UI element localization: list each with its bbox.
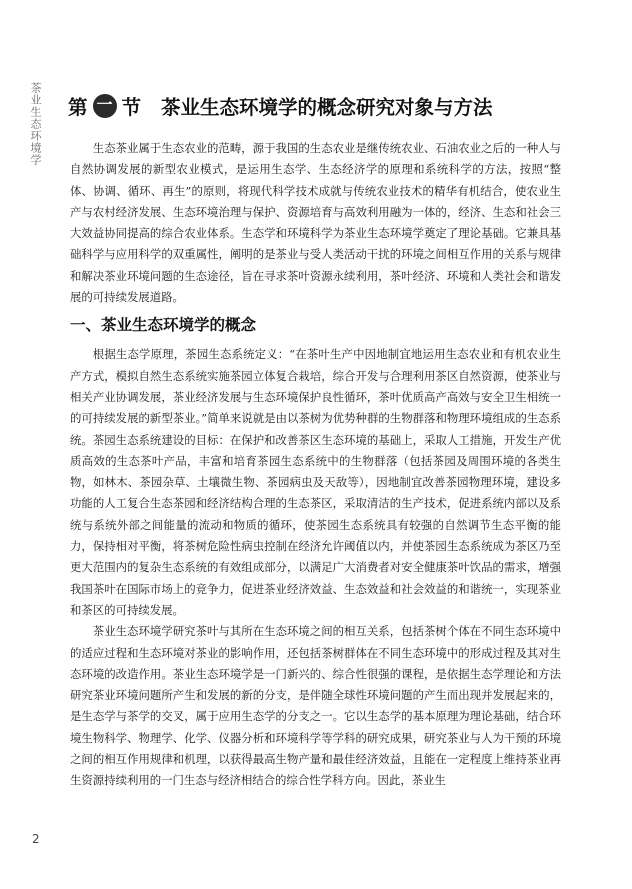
section-suffix: 节 xyxy=(121,96,142,119)
body-paragraph: 根据生态学原理，茶园生态系统定义：“在茶叶生产中因地制宜地运用生态农业和有机农业生产方式，模拟自然生态系统实施茶园立体复合栽培，综合开发与合理利用茶区自然资源，使茶业与相关产业协调发展，茶业经济发展与生态环境保护良性循环，茶叶优质高产高效与安全卫生相统一的可持续发展的新型茶业。”简单来说就是由以茶树为优势种群的生物群落和物理环境组成的生态系统。茶园生态系统建设的目标：在保护和改善茶区生态环境的基础上，采取人工措施，开发生产优质高效的生态茶叶产品，丰富和培育茶园生态系统中的生物群落（包括茶园及周围环境的各类生物，如林木、茶园杂草、土壤微生物、茶园病虫及天敌等），因地制宜改善茶园物理环境，建设多功能的人工复合生态茶园和经济结构合理的生态茶区，采取清洁的生产技术，促进系统内部以及系统与系统外部之间能量的流动和物质的循环，使茶园生态系统具有较强的自然调节生态平衡的能力，保持相对平衡，将茶树危险性病虫控制在经济允许阈值以内，并使茶园生态系统成为茶区乃至更大范围内的复杂生态系统的有效组成部分，以满足广大消费者对安全健康茶叶饮品的需求，增强我国茶叶在国际市场上的竞争力，促进茶业经济效益、生态效益和社会效益的和谐统一，实现茶业和茶区的可持续发展。 xyxy=(70,347,561,617)
subsection-heading: 一、茶业生态环境学的概念 xyxy=(70,316,257,335)
body-paragraph: 茶业生态环境学研究茶叶与其所在生态环境之间的相互关系，包括茶树个体在不同生态环境中的适应过程和生态环境对茶业的影响作用，还包括茶树群体在不同生态环境中的形成过程及其对生态环境的改造作用。茶业生态环境学是一门新兴的、综合性很强的课程，是依据生态学理论和方法研究茶业环境问题所产生和发展的新的分支，是伴随全球性环境问题的产生而出现并发展起来的，是生态学与茶学的交叉，属于应用生态学的分支之一。它以生态学的基本原理为理论基础，结合环境生物科学、物理学、化学、仪器分析和环境科学等学科的研究成果，研究茶业与人为干预的环境之间的相互作用规律和机理，以获得最高生物产量和最佳经济效益，且能在一定程度上维持茶业再生资源持续利用的一门生态与经济相结合的综合性学科方向。因此，茶业生 xyxy=(70,624,561,788)
section-label xyxy=(68,92,141,120)
page-number: 2 xyxy=(32,832,40,846)
section-title xyxy=(68,92,588,120)
section-number-badge: 一 xyxy=(93,94,117,118)
body-text xyxy=(70,138,561,792)
running-header: 茶业生态环境学 xyxy=(29,82,42,166)
intro-paragraph: 生态茶业属于生态农业的范畴，源于我国的生态农业是继传统农业、石油农业之后的一种人与自然协调发展的新型农业模式，是运用生态学、生态经济学的原理和系统科学的方法，按照“整体、协调、循环、再生”的原则，将现代科学技术成就与传统农业技术的精华有机结合，使农业生产与农村经济发展、生态环境治理与保护、资源培育与高效利用融为一体的，经济、生态和社会三大效益协同提高的综合农业体系。生态学和环境科学为茶业生态环境学奠定了理论基础。它兼具基础科学与应用科学的双重属性，阐明的是茶业与受人类活动干扰的环境之间相互作用的关系与规律和解决茶业环境问题的生态途径，旨在寻求茶叶资源永续利用，茶叶经济、环境和人类社会和谐发展的可持续发展道路。 xyxy=(70,141,561,305)
section-prefix: 第 xyxy=(68,96,88,119)
section-title-text: 茶业生态环境学的概念研究对象与方法 xyxy=(161,96,493,119)
